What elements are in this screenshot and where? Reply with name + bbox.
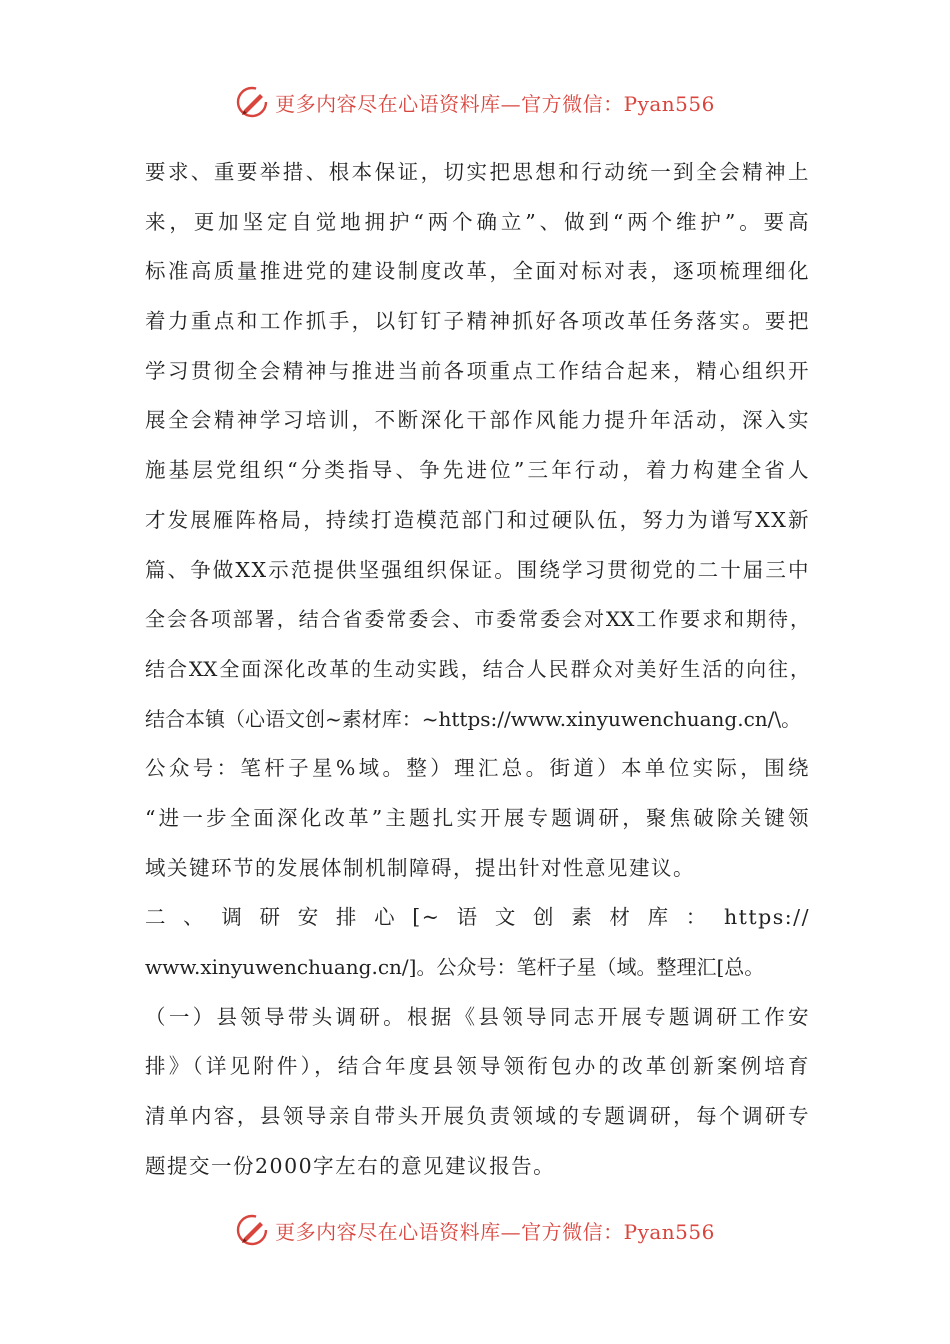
text-line: 域关键环节的发展体制机制障碍，提出针对性意见建议。 <box>145 855 695 880</box>
text-line: 全会各项部署，结合省委常委会、市委常委会对XX工作要求和期待， <box>145 607 810 632</box>
text-line: 排》（详见附件），结合年度县领导领衔包办的改革创新案例培育 <box>145 1054 810 1079</box>
text-line: 学习贯彻全会精神与推进当前各项重点工作结合起来，精心组织开 <box>145 358 810 383</box>
header-banner <box>0 82 950 122</box>
section-heading: 二、调研安排心[~语文创素材库：https:// <box>145 905 810 930</box>
text-line: 题提交一份2000字左右的意见建议报告。 <box>145 1153 556 1178</box>
text-line: “进一步全面深化改革”主题扎实开展专题调研，聚焦破除关键领 <box>145 805 810 830</box>
text-line: 展全会精神学习培训，不断深化干部作风能力提升年活动，深入实 <box>145 408 810 433</box>
text-line: 清单内容，县领导亲自带头开展负责领域的专题调研，每个调研专 <box>145 1104 810 1129</box>
banner-text: 更多内容尽在心语资料库—官方微信：Pyan556 <box>275 1219 715 1244</box>
text-line: 标准高质量推进党的建设制度改革，全面对标对表，逐项梳理细化 <box>145 259 810 284</box>
text-line: 结合本镇（心语文创~素材库：~https://www.xinyuwenchuang.cn/\。 <box>145 706 802 731</box>
text-line: 结合XX全面深化改革的生动实践，结合人民群众对美好生活的向往， <box>145 656 810 681</box>
pen-circle-logo-icon <box>235 85 269 119</box>
text-line: 着力重点和工作抓手，以钉钉子精神抓好各项改革任务落实。要把 <box>145 309 810 334</box>
text-line: 公众号：笔杆子星%域。整）理汇总。街道）本单位实际，围绕 <box>145 756 810 781</box>
document-body <box>145 148 810 1191</box>
text-line: 才发展雁阵格局，持续打造模范部门和过硬队伍，努力为谱写XX新 <box>145 507 810 532</box>
text-line: 施基层党组织“分类指导、争先进位”三年行动，着力构建全省人 <box>145 458 810 483</box>
text-line: 来，更加坚定自觉地拥护“两个确立”、做到“两个维护”。要高 <box>145 209 810 234</box>
text-line: 篇、争做XX示范提供坚强组织保证。围绕学习贯彻党的二十届三中 <box>145 557 810 582</box>
footer-banner <box>0 1210 950 1250</box>
text-line: www.xinyuwenchuang.cn/]。公众号：笔杆子星（域。整理汇[总。 <box>145 955 765 979</box>
banner-text: 更多内容尽在心语资料库—官方微信：Pyan556 <box>275 91 715 116</box>
pen-circle-logo-icon <box>235 1213 269 1247</box>
text-line: 要求、重要举措、根本保证，切实把思想和行动统一到全会精神上 <box>145 160 810 184</box>
subsection-heading: （一）县领导带头调研。根据《县领导同志开展专题调研工作安 <box>145 1004 810 1029</box>
